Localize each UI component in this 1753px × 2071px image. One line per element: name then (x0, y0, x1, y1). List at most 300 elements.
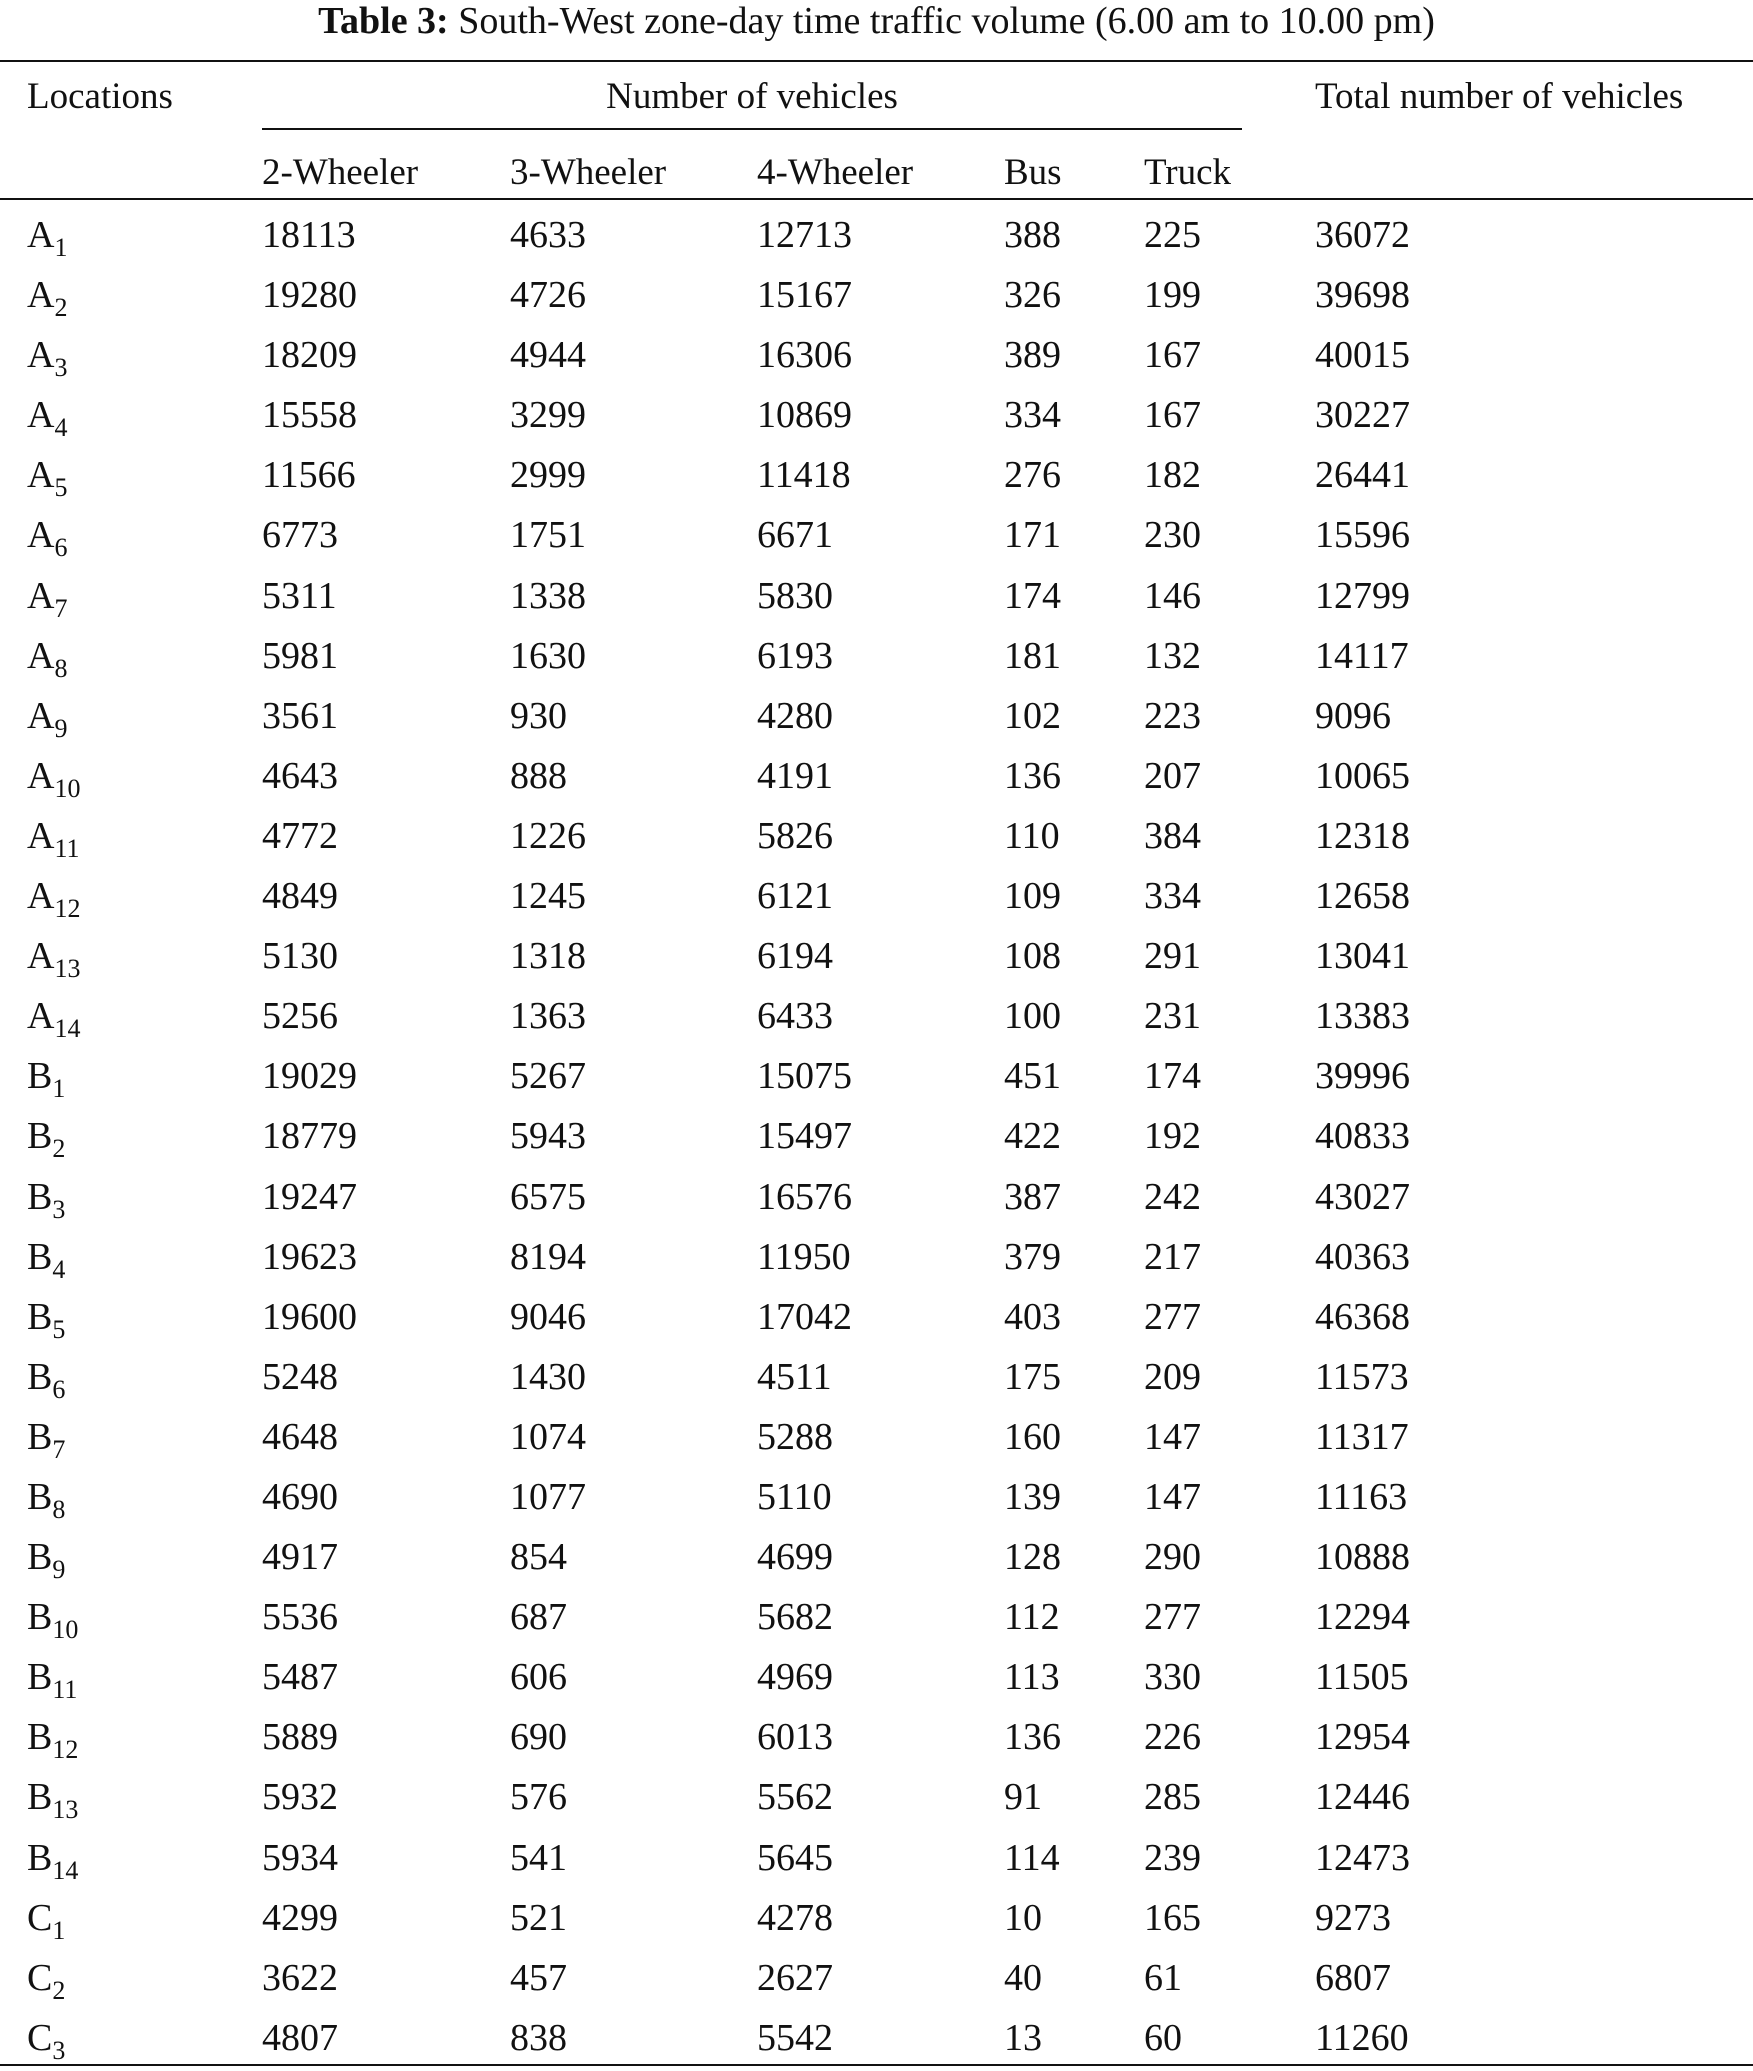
cell-3-wheeler: 6575 (510, 1175, 586, 1218)
cell-total: 40015 (1315, 334, 1410, 377)
cell-location (27, 874, 81, 924)
cell-location (27, 213, 68, 262)
location-subscript: 6 (52, 1374, 66, 1404)
location-subscript: 14 (54, 1014, 81, 1044)
cell-location (27, 393, 68, 443)
table-caption (0, 0, 1753, 42)
cell-2-wheeler: 3561 (262, 694, 338, 737)
cell-truck: 230 (1144, 514, 1201, 557)
location-letter: A (27, 334, 55, 377)
cell-2-wheeler: 19029 (262, 1055, 357, 1098)
cell-truck: 277 (1144, 1596, 1201, 1639)
cell-3-wheeler: 1751 (510, 514, 586, 557)
location-subscript: 11 (52, 1675, 78, 1705)
cell-4-wheeler: 2627 (757, 1956, 833, 1999)
cell-total: 11573 (1315, 1355, 1409, 1398)
cell-4-wheeler: 6121 (757, 875, 833, 918)
location-letter: A (27, 814, 55, 857)
cell-truck: 330 (1144, 1656, 1201, 1699)
location-letter: A (27, 935, 55, 978)
cell-bus: 136 (1004, 1716, 1061, 1759)
cell-truck: 277 (1144, 1295, 1201, 1338)
cell-3-wheeler: 1245 (510, 875, 586, 918)
table-row (0, 328, 1753, 388)
cell-2-wheeler: 5248 (262, 1355, 338, 1398)
cell-2-wheeler: 5932 (262, 1776, 338, 1819)
location-letter: A (27, 694, 55, 737)
cell-2-wheeler: 4917 (262, 1536, 338, 1579)
cell-3-wheeler: 9046 (510, 1295, 586, 1338)
location-subscript: 10 (54, 773, 81, 803)
cell-bus: 100 (1004, 995, 1061, 1038)
cell-3-wheeler: 576 (510, 1776, 567, 1819)
header-group-rule (262, 128, 1242, 130)
cell-4-wheeler: 4969 (757, 1656, 833, 1699)
table-row (0, 1470, 1753, 1530)
table-row (0, 1891, 1753, 1951)
location-subscript: 6 (54, 533, 68, 563)
cell-location (27, 1175, 66, 1224)
cell-total: 39996 (1315, 1055, 1410, 1098)
cell-total: 12658 (1315, 875, 1410, 918)
table-bottom-rule (0, 2064, 1753, 2066)
cell-truck: 147 (1144, 1475, 1201, 1518)
location-letter: B (27, 1355, 53, 1398)
cell-4-wheeler: 6671 (757, 514, 833, 557)
cell-bus: 387 (1004, 1175, 1061, 1218)
cell-bus: 326 (1004, 274, 1061, 317)
cell-2-wheeler: 5256 (262, 995, 338, 1038)
table-row (0, 1230, 1753, 1290)
cell-2-wheeler: 19280 (262, 274, 357, 317)
cell-3-wheeler: 690 (510, 1716, 567, 1759)
cell-bus: 389 (1004, 334, 1061, 377)
cell-truck: 199 (1144, 274, 1201, 317)
cell-4-wheeler: 5830 (757, 574, 833, 617)
cell-3-wheeler: 4633 (510, 214, 586, 256)
cell-location (27, 814, 80, 863)
cell-truck: 223 (1144, 694, 1201, 737)
cell-truck: 182 (1144, 454, 1201, 497)
cell-bus: 91 (1004, 1776, 1042, 1819)
cell-2-wheeler: 4690 (262, 1475, 338, 1518)
cell-truck: 384 (1144, 814, 1201, 857)
cell-2-wheeler: 6773 (262, 514, 338, 557)
location-letter: B (27, 1475, 53, 1518)
table-row (0, 629, 1753, 689)
cell-3-wheeler: 8194 (510, 1235, 586, 1278)
cell-4-wheeler: 5288 (757, 1415, 833, 1458)
cell-bus: 276 (1004, 454, 1061, 497)
table-row (0, 929, 1753, 989)
location-letter: B (27, 1536, 53, 1579)
cell-2-wheeler: 5536 (262, 1596, 338, 1639)
table-row (0, 1650, 1753, 1710)
location-subscript: 1 (54, 233, 68, 262)
cell-3-wheeler: 930 (510, 694, 567, 737)
cell-truck: 231 (1144, 995, 1201, 1038)
cell-location (27, 2016, 66, 2065)
cell-total: 11260 (1315, 2016, 1409, 2059)
cell-3-wheeler: 5267 (510, 1055, 586, 1098)
cell-total: 14117 (1315, 634, 1409, 677)
cell-truck: 242 (1144, 1175, 1201, 1218)
table-row (0, 1831, 1753, 1891)
cell-bus: 174 (1004, 574, 1061, 617)
cell-2-wheeler: 4299 (262, 1896, 338, 1939)
location-subscript: 3 (52, 2035, 66, 2065)
cell-2-wheeler: 4772 (262, 814, 338, 857)
table-row (0, 1109, 1753, 1169)
cell-truck: 61 (1144, 1956, 1182, 1999)
cell-4-wheeler: 4191 (757, 754, 833, 797)
cell-3-wheeler: 606 (510, 1656, 567, 1699)
header-2-wheeler: 2-Wheeler (262, 152, 419, 193)
location-subscript: 8 (54, 653, 68, 683)
cell-3-wheeler: 457 (510, 1956, 567, 1999)
cell-bus: 451 (1004, 1055, 1061, 1098)
location-letter: A (27, 875, 55, 918)
cell-truck: 225 (1144, 214, 1201, 256)
cell-3-wheeler: 541 (510, 1836, 567, 1879)
location-subscript: 13 (54, 954, 81, 984)
cell-bus: 160 (1004, 1415, 1061, 1458)
cell-location (27, 574, 68, 623)
header-total-vehicles: Total number of vehicles (1315, 76, 1684, 117)
cell-3-wheeler: 1430 (510, 1355, 586, 1398)
cell-location (27, 1355, 66, 1404)
cell-location (27, 1295, 66, 1344)
location-subscript: 10 (52, 1615, 79, 1645)
location-subscript: 8 (52, 1494, 66, 1524)
cell-2-wheeler: 5981 (262, 634, 338, 677)
cell-2-wheeler: 18113 (262, 214, 356, 256)
cell-bus: 113 (1004, 1656, 1060, 1699)
cell-total: 11505 (1315, 1656, 1409, 1699)
cell-3-wheeler: 1338 (510, 574, 586, 617)
cell-total: 43027 (1315, 1175, 1410, 1218)
cell-total: 6807 (1315, 1956, 1391, 1999)
cell-truck: 146 (1144, 574, 1201, 617)
cell-3-wheeler: 1363 (510, 995, 586, 1038)
cell-2-wheeler: 19623 (262, 1235, 357, 1278)
location-letter: C (27, 1956, 53, 1999)
cell-location (27, 1836, 79, 1885)
cell-4-wheeler: 12713 (757, 214, 852, 256)
cell-total: 15596 (1315, 514, 1410, 557)
table-row (0, 388, 1753, 448)
table-row (0, 2011, 1753, 2071)
cell-2-wheeler: 18779 (262, 1115, 357, 1158)
cell-location (27, 1956, 66, 2005)
cell-4-wheeler: 5682 (757, 1596, 833, 1639)
cell-bus: 388 (1004, 214, 1061, 256)
location-subscript: 2 (52, 1975, 66, 2005)
location-subscript: 7 (54, 593, 68, 623)
table-row (0, 1530, 1753, 1590)
cell-bus: 175 (1004, 1355, 1061, 1398)
cell-location (27, 1054, 66, 1104)
location-letter: B (27, 1115, 53, 1158)
cell-location (27, 1655, 78, 1705)
location-letter: C (27, 2016, 53, 2059)
location-subscript: 9 (54, 713, 68, 743)
header-number-of-vehicles: Number of vehicles (606, 76, 898, 117)
table-row (0, 869, 1753, 929)
location-letter: B (27, 1656, 53, 1699)
cell-3-wheeler: 4944 (510, 334, 586, 377)
cell-location (27, 453, 68, 503)
table-row (0, 569, 1753, 629)
cell-total: 10888 (1315, 1536, 1410, 1579)
cell-total: 11317 (1315, 1415, 1409, 1458)
location-letter: B (27, 1235, 53, 1278)
cell-location (27, 1475, 66, 1524)
cell-total: 12473 (1315, 1836, 1410, 1879)
cell-total: 13383 (1315, 995, 1410, 1038)
cell-total: 12446 (1315, 1776, 1410, 1819)
location-subscript: 5 (52, 1314, 66, 1344)
cell-bus: 422 (1004, 1115, 1061, 1158)
cell-3-wheeler: 888 (510, 754, 567, 797)
cell-3-wheeler: 854 (510, 1536, 567, 1579)
location-subscript: 12 (52, 1735, 79, 1765)
cell-bus: 334 (1004, 394, 1061, 437)
table-header-rule (0, 198, 1753, 200)
cell-total: 9273 (1315, 1896, 1391, 1939)
cell-location (27, 994, 81, 1044)
cell-bus: 40 (1004, 1956, 1042, 1999)
cell-bus: 108 (1004, 935, 1061, 978)
cell-bus: 13 (1004, 2016, 1042, 2059)
cell-4-wheeler: 10869 (757, 394, 852, 437)
cell-4-wheeler: 6013 (757, 1716, 833, 1759)
cell-3-wheeler: 1077 (510, 1475, 586, 1518)
table-body (0, 208, 1753, 2071)
table-row (0, 689, 1753, 749)
cell-2-wheeler: 15558 (262, 394, 357, 437)
cell-bus: 403 (1004, 1295, 1061, 1338)
cell-2-wheeler: 5934 (262, 1836, 338, 1879)
location-letter: A (27, 394, 55, 437)
location-subscript: 1 (52, 1074, 66, 1104)
location-letter: B (27, 1836, 53, 1879)
cell-location (27, 754, 81, 803)
cell-3-wheeler: 1630 (510, 634, 586, 677)
cell-4-wheeler: 4278 (757, 1896, 833, 1939)
cell-bus: 171 (1004, 514, 1061, 557)
cell-total: 12799 (1315, 574, 1410, 617)
caption-text: South-West zone-day time traffic volume (6.00 am to 10.00 pm) (458, 0, 1435, 42)
cell-bus: 379 (1004, 1235, 1061, 1278)
cell-2-wheeler: 3622 (262, 1956, 338, 1999)
cell-bus: 112 (1004, 1596, 1060, 1639)
cell-location (27, 1114, 66, 1164)
header-3-wheeler: 3-Wheeler (510, 152, 667, 193)
cell-location (27, 694, 68, 743)
cell-4-wheeler: 15497 (757, 1115, 852, 1158)
cell-bus: 114 (1004, 1836, 1060, 1879)
cell-truck: 167 (1144, 394, 1201, 437)
location-letter: A (27, 454, 55, 497)
cell-location (27, 1535, 66, 1585)
cell-4-wheeler: 5110 (757, 1475, 832, 1518)
cell-bus: 181 (1004, 634, 1061, 677)
location-subscript: 3 (52, 1194, 66, 1224)
cell-4-wheeler: 4699 (757, 1536, 833, 1579)
cell-4-wheeler: 16306 (757, 334, 852, 377)
cell-4-wheeler: 4280 (757, 694, 833, 737)
cell-truck: 239 (1144, 1836, 1201, 1879)
cell-truck: 192 (1144, 1115, 1201, 1158)
table-row (0, 989, 1753, 1049)
cell-4-wheeler: 5645 (757, 1836, 833, 1879)
table-row (0, 1770, 1753, 1830)
cell-2-wheeler: 5311 (262, 574, 337, 617)
table-row (0, 448, 1753, 508)
cell-total: 39698 (1315, 274, 1410, 317)
cell-2-wheeler: 5130 (262, 935, 338, 978)
cell-truck: 174 (1144, 1055, 1201, 1098)
caption-label: Table 3: (318, 0, 449, 42)
cell-truck: 167 (1144, 334, 1201, 377)
location-letter: B (27, 1055, 53, 1098)
location-letter: C (27, 1896, 53, 1939)
cell-2-wheeler: 5487 (262, 1656, 338, 1699)
location-subscript: 1 (52, 1915, 66, 1945)
cell-location (27, 1775, 79, 1825)
cell-total: 36072 (1315, 214, 1410, 256)
cell-total: 13041 (1315, 935, 1410, 978)
cell-truck: 207 (1144, 754, 1201, 797)
location-subscript: 13 (52, 1795, 79, 1825)
cell-truck: 217 (1144, 1235, 1201, 1278)
cell-location (27, 634, 68, 683)
location-subscript: 2 (52, 1134, 66, 1164)
header-4-wheeler: 4-Wheeler (757, 152, 914, 193)
cell-location (27, 934, 81, 984)
cell-bus: 139 (1004, 1475, 1061, 1518)
cell-bus: 136 (1004, 754, 1061, 797)
table-row (0, 1710, 1753, 1770)
cell-3-wheeler: 4726 (510, 274, 586, 317)
cell-truck: 291 (1144, 935, 1201, 978)
location-subscript: 12 (54, 894, 81, 924)
location-subscript: 14 (52, 1855, 79, 1885)
location-letter: B (27, 1776, 53, 1819)
cell-4-wheeler: 16576 (757, 1175, 852, 1218)
cell-location (27, 1715, 79, 1765)
location-subscript: 9 (52, 1555, 66, 1585)
cell-4-wheeler: 5542 (757, 2016, 833, 2059)
cell-2-wheeler: 19247 (262, 1175, 357, 1218)
cell-truck: 334 (1144, 875, 1201, 918)
cell-bus: 102 (1004, 694, 1061, 737)
cell-location (27, 273, 68, 323)
location-letter: A (27, 574, 55, 617)
table-row (0, 208, 1753, 268)
cell-4-wheeler: 15167 (757, 274, 852, 317)
cell-truck: 60 (1144, 2016, 1182, 2059)
header-bus: Bus (1004, 152, 1062, 193)
location-subscript: 4 (54, 413, 68, 443)
cell-4-wheeler: 5826 (757, 814, 833, 857)
cell-truck: 165 (1144, 1896, 1201, 1939)
cell-4-wheeler: 5562 (757, 1776, 833, 1819)
table-row (0, 1170, 1753, 1230)
cell-4-wheeler: 15075 (757, 1055, 852, 1098)
cell-4-wheeler: 11950 (757, 1235, 851, 1278)
cell-2-wheeler: 11566 (262, 454, 356, 497)
location-subscript: 2 (54, 293, 68, 323)
location-letter: A (27, 214, 55, 256)
cell-bus: 110 (1004, 814, 1060, 857)
cell-total: 26441 (1315, 454, 1410, 497)
table-row (0, 268, 1753, 328)
location-letter: B (27, 1596, 53, 1639)
cell-total: 40833 (1315, 1115, 1410, 1158)
table-row (0, 749, 1753, 809)
cell-3-wheeler: 3299 (510, 394, 586, 437)
cell-3-wheeler: 1226 (510, 814, 586, 857)
cell-2-wheeler: 5889 (262, 1716, 338, 1759)
location-letter: A (27, 634, 55, 677)
table-row (0, 1590, 1753, 1650)
location-subscript: 5 (54, 473, 68, 503)
table-row (0, 508, 1753, 568)
table-row (0, 1350, 1753, 1410)
cell-location (27, 1415, 66, 1464)
table-row (0, 1951, 1753, 2011)
cell-4-wheeler: 11418 (757, 454, 851, 497)
header-truck: Truck (1144, 152, 1232, 193)
cell-3-wheeler: 5943 (510, 1115, 586, 1158)
cell-total: 30227 (1315, 394, 1410, 437)
location-letter: A (27, 995, 55, 1038)
cell-4-wheeler: 6194 (757, 935, 833, 978)
cell-location (27, 1235, 66, 1284)
cell-bus: 10 (1004, 1896, 1042, 1939)
cell-4-wheeler: 6193 (757, 634, 833, 677)
cell-total: 10065 (1315, 754, 1410, 797)
table-row (0, 1290, 1753, 1350)
cell-total: 46368 (1315, 1295, 1410, 1338)
cell-3-wheeler: 2999 (510, 454, 586, 497)
cell-4-wheeler: 17042 (757, 1295, 852, 1338)
cell-3-wheeler: 687 (510, 1596, 567, 1639)
cell-truck: 226 (1144, 1716, 1201, 1759)
location-subscript: 3 (54, 353, 68, 383)
cell-2-wheeler: 4648 (262, 1415, 338, 1458)
cell-2-wheeler: 19600 (262, 1295, 357, 1338)
table-row (0, 1049, 1753, 1109)
location-letter: B (27, 1295, 53, 1338)
location-letter: B (27, 1716, 53, 1759)
cell-3-wheeler: 521 (510, 1896, 567, 1939)
cell-location (27, 513, 68, 563)
location-subscript: 4 (52, 1254, 66, 1284)
cell-location (27, 1595, 79, 1645)
location-subscript: 7 (52, 1434, 66, 1464)
table-row (0, 809, 1753, 869)
cell-location (27, 333, 68, 383)
location-letter: A (27, 514, 55, 557)
location-letter: B (27, 1175, 53, 1218)
table-row (0, 1410, 1753, 1470)
cell-4-wheeler: 6433 (757, 995, 833, 1038)
cell-location (27, 1896, 66, 1945)
location-letter: B (27, 1415, 53, 1458)
